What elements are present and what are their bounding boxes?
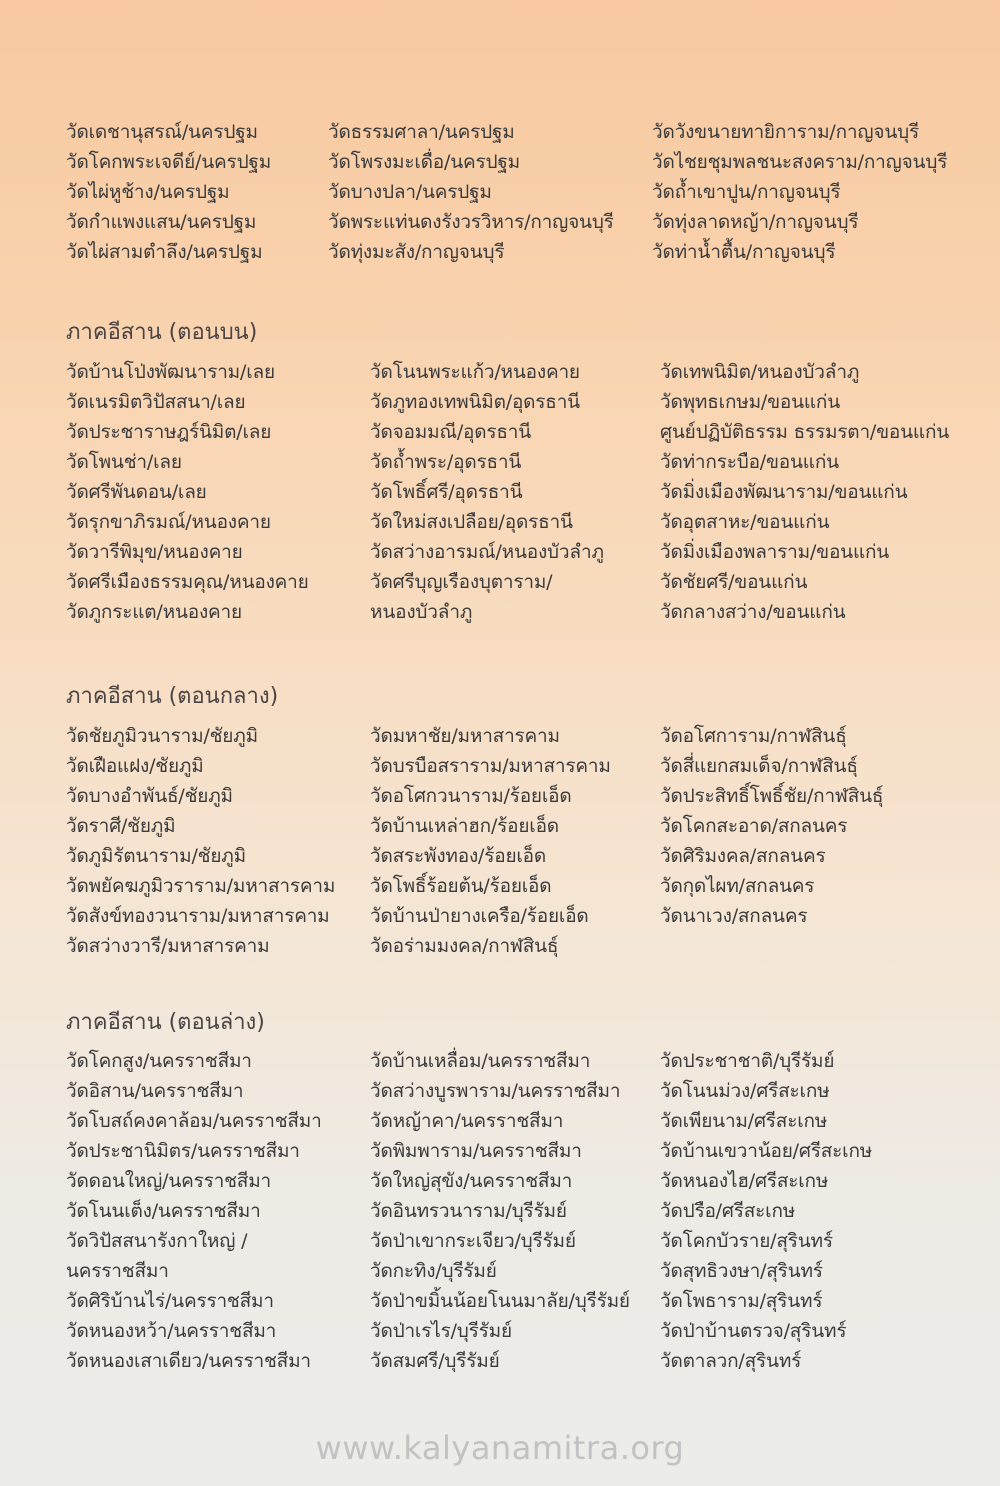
temple-entry: วัดราศี/ชัยภูมิ bbox=[66, 815, 176, 837]
temple-row bbox=[0, 387, 1000, 417]
temple-row bbox=[0, 1286, 1000, 1316]
temple-entry: วัดมิ่งเมืองพัฒนาราม/ขอนแก่น bbox=[660, 481, 908, 503]
temple-entry: วัดถ้ำพระ/อุดรธานี bbox=[370, 451, 522, 473]
temple-entry: วัดรุกขาภิรมณ์/หนองคาย bbox=[66, 511, 271, 533]
temple-row bbox=[0, 1256, 1000, 1286]
temple-entry: วัดเดชานุสรณ์/นครปฐม bbox=[66, 121, 258, 143]
temple-entry: วัดสว่างบูรพาราม/นครราชสีมา bbox=[370, 1080, 621, 1102]
temple-entry: วัดโพธิ์ศรี/อุดรธานี bbox=[370, 481, 523, 503]
temple-entry: วัดสุทธิวงษา/สุรินทร์ bbox=[660, 1260, 823, 1282]
temple-entry: วัดชัยภูมิวนาราม/ชัยภูมิ bbox=[66, 725, 258, 747]
temple-entry: วัดไผ่หูช้าง/นครปฐม bbox=[66, 181, 230, 203]
temple-entry: วัดโคกสะอาด/สกลนคร bbox=[660, 815, 848, 837]
isan-lower-temples-list bbox=[0, 1046, 1000, 1376]
temple-entry: วัดอิสาน/นครราชสีมา bbox=[66, 1080, 244, 1102]
temple-entry: นครราชสีมา bbox=[66, 1260, 169, 1282]
temple-entry: วัดภูมิรัตนาราม/ชัยภูมิ bbox=[66, 845, 246, 867]
temple-entry: วัดบรบือสราราม/มหาสารคาม bbox=[370, 755, 611, 777]
temple-entry: วัดศรีบุญเรืองบุตาราม/ bbox=[370, 571, 553, 593]
temple-entry: วัดจอมมณี/อุดรธานี bbox=[370, 421, 532, 443]
temple-row bbox=[0, 901, 1000, 931]
temple-entry: วัดดอนใหญ่/นครราชสีมา bbox=[66, 1170, 272, 1192]
temple-entry: วัดถ้ำเขาปูน/กาญจนบุรี bbox=[652, 181, 841, 203]
website-url: www.kalyanamitra.org bbox=[315, 1429, 685, 1467]
temple-entry: วัดสว่างอารมณ์/หนองบัวลำภู bbox=[370, 541, 604, 563]
rows bbox=[0, 117, 1000, 267]
temple-entry: วัดบางปลา/นครปฐม bbox=[328, 181, 492, 203]
temple-row bbox=[0, 507, 1000, 537]
temple-row bbox=[0, 1166, 1000, 1196]
temple-entry: วัดสระพังทอง/ร้อยเอ็ด bbox=[370, 845, 547, 867]
temple-row bbox=[0, 1346, 1000, 1376]
temple-entry: วัดโพรงมะเดื่อ/นครปฐม bbox=[328, 151, 520, 173]
temple-entry: วัดหนองเสาเดียว/นครราชสีมา bbox=[66, 1350, 311, 1372]
temple-entry: วัดภูทองเทพนิมิต/อุดรธานี bbox=[370, 391, 580, 413]
temple-entry: วัดตาลวก/สุรินทร์ bbox=[660, 1350, 802, 1372]
temple-entry: หนองบัวลำภู bbox=[370, 601, 473, 623]
temple-entry: วัดเฝือแฝง/ชัยภูมิ bbox=[66, 755, 204, 777]
temple-entry: วัดโนนพระแก้ว/หนองคาย bbox=[370, 361, 580, 383]
temple-entry: วัดป่าเขากระเจียว/บุรีรัมย์ bbox=[370, 1230, 576, 1252]
temple-entry: วัดอินทรวนาราม/บุรีรัมย์ bbox=[370, 1200, 567, 1222]
temple-entry: วัดสังข์ทองวนาราม/มหาสารคาม bbox=[66, 905, 330, 927]
temple-entry: วัดศิริมงคล/สกลนคร bbox=[660, 845, 826, 867]
temple-entry: วัดภูกระแต/หนองคาย bbox=[66, 601, 242, 623]
temple-entry: วัดพุทธเกษม/ขอนแก่น bbox=[660, 391, 841, 413]
isan-middle-temples-list bbox=[0, 721, 1000, 961]
temple-entry: วัดเนรมิตวิปัสสนา/เลย bbox=[66, 391, 246, 413]
temple-entry: วัดบ้านโป่งพัฒนาราม/เลย bbox=[66, 361, 275, 383]
temple-entry: วัดวังขนายทายิการาม/กาญจนบุรี bbox=[652, 121, 919, 143]
temple-row bbox=[0, 537, 1000, 567]
temple-entry: วัดโคกพระเจดีย์/นครปฐม bbox=[66, 151, 272, 173]
temple-row bbox=[0, 567, 1000, 597]
temple-entry: วัดกุดไผท/สกลนคร bbox=[660, 875, 815, 897]
temple-entry: วัดพระแท่นดงรังวรวิหาร/กาญจนบุรี bbox=[328, 211, 614, 233]
temple-entry: วัดเพียนาม/ศรีสะเกษ bbox=[660, 1110, 828, 1132]
temple-row bbox=[0, 147, 1000, 177]
rows bbox=[0, 721, 1000, 961]
temple-row bbox=[0, 117, 1000, 147]
temple-entry: วัดประชานิมิตร/นครราชสีมา bbox=[66, 1140, 300, 1162]
temple-entry: วัดท่าน้ำตื้น/กาญจนบุรี bbox=[652, 241, 836, 263]
temple-entry: ศูนย์ปฏิบัติธรรม ธรรมรตา/ขอนแก่น bbox=[660, 421, 950, 443]
temple-entry: วัดอโศการาม/กาฬสินธุ์ bbox=[660, 725, 847, 747]
temple-row bbox=[0, 1046, 1000, 1076]
temple-entry: วัดพิมพาราม/นครราชสีมา bbox=[370, 1140, 582, 1162]
temple-entry: วัดกำแพงแสน/นครปฐม bbox=[66, 211, 257, 233]
temple-entry: วัดประสิทธิ์โพธิ์ชัย/กาฬสินธุ์ bbox=[660, 785, 884, 807]
temple-entry: วัดนาเวง/สกลนคร bbox=[660, 905, 808, 927]
temple-entry: วัดบ้านเขวาน้อย/ศรีสะเกษ bbox=[660, 1140, 873, 1162]
temple-row bbox=[0, 477, 1000, 507]
temple-entry: วัดหนองไฮ/ศรีสะเกษ bbox=[660, 1170, 829, 1192]
temple-row bbox=[0, 597, 1000, 627]
isan-upper-temples-list bbox=[0, 357, 1000, 627]
temple-entry: วัดประชาราษฎร์นิมิต/เลย bbox=[66, 421, 272, 443]
temple-entry: วัดป่าเรไร/บุรีรัมย์ bbox=[370, 1320, 512, 1342]
temple-row bbox=[0, 177, 1000, 207]
temple-row bbox=[0, 1196, 1000, 1226]
temple-entry: วัดกลางสว่าง/ขอนแก่น bbox=[660, 601, 846, 623]
temple-entry: วัดวารีพิมุข/หนองคาย bbox=[66, 541, 243, 563]
temple-entry: วัดชัยศรี/ขอนแก่น bbox=[660, 571, 808, 593]
temple-entry: วัดวิปัสสนารังกาใหญ่ / bbox=[66, 1230, 248, 1252]
temple-row bbox=[0, 1226, 1000, 1256]
temple-row bbox=[0, 357, 1000, 387]
temple-entry: วัดบางอำพันธ์/ชัยภูมิ bbox=[66, 785, 233, 807]
temple-row bbox=[0, 871, 1000, 901]
temple-entry: วัดโนนม่วง/ศรีสะเกษ bbox=[660, 1080, 830, 1102]
temple-entry: วัดอร่ามมงคล/กาฬสินธุ์ bbox=[370, 935, 559, 957]
temple-entry: วัดป่าบ้านตรวจ/สุรินทร์ bbox=[660, 1320, 847, 1342]
temple-entry: วัดโพธิ์ร้อยต้น/ร้อยเอ็ด bbox=[370, 875, 552, 897]
temple-row bbox=[0, 811, 1000, 841]
temple-row bbox=[0, 417, 1000, 447]
temple-row bbox=[0, 721, 1000, 751]
temple-entry: วัดโคกบัวราย/สุรินทร์ bbox=[660, 1230, 833, 1252]
temple-entry: วัดมหาชัย/มหาสารคาม bbox=[370, 725, 560, 747]
temple-row bbox=[0, 841, 1000, 871]
temple-entry: วัดโพธาราม/สุรินทร์ bbox=[660, 1290, 823, 1312]
temple-entry: วัดศรีพันดอน/เลย bbox=[66, 481, 207, 503]
temple-row bbox=[0, 1076, 1000, 1106]
temple-entry: วัดไชยชุมพลชนะสงคราม/กาญจนบุรี bbox=[652, 151, 948, 173]
temple-entry: วัดสี่แยกสมเด็จ/กาฬสินธุ์ bbox=[660, 755, 858, 777]
temple-entry: วัดอุตสาหะ/ขอนแก่น bbox=[660, 511, 830, 533]
temple-entry: วัดสว่างวารี/มหาสารคาม bbox=[66, 935, 270, 957]
temple-entry: วัดท่ากระบือ/ขอนแก่น bbox=[660, 451, 839, 473]
temple-entry: วัดโพนช่า/เลย bbox=[66, 451, 182, 473]
temple-entry: วัดใหญ่สุขัง/นครราชสีมา bbox=[370, 1170, 573, 1192]
temple-entry: วัดบ้านป่ายางเครือ/ร้อยเอ็ด bbox=[370, 905, 589, 927]
temple-row bbox=[0, 237, 1000, 267]
temple-row bbox=[0, 207, 1000, 237]
temple-entry: วัดหนองหว้า/นครราชสีมา bbox=[66, 1320, 277, 1342]
temple-entry: วัดปรือ/ศรีสะเกษ bbox=[660, 1200, 796, 1222]
temple-entry: วัดมิ่งเมืองพลาราม/ขอนแก่น bbox=[660, 541, 890, 563]
rows bbox=[0, 357, 1000, 627]
temple-entry: วัดเทพนิมิต/หนองบัวลำภู bbox=[660, 361, 860, 383]
temple-entry: วัดทุ่งมะสัง/กาญจนบุรี bbox=[328, 241, 505, 263]
temple-entry: วัดอโศกวนาราม/ร้อยเอ็ด bbox=[370, 785, 572, 807]
central-temples-list bbox=[0, 117, 1000, 267]
temple-entry: วัดพยัคฆภูมิวราราม/มหาสารคาม bbox=[66, 875, 336, 897]
temple-entry: วัดประชาชาติ/บุรีรัมย์ bbox=[660, 1050, 835, 1072]
temple-row bbox=[0, 1106, 1000, 1136]
temple-entry: วัดป่าขมิ้นน้อยโนนมาลัย/บุรีรัมย์ bbox=[370, 1290, 630, 1312]
temple-entry: วัดบ้านเหล่าฮก/ร้อยเอ็ด bbox=[370, 815, 559, 837]
temple-entry: วัดไผ่สามตำลึง/นครปฐม bbox=[66, 241, 263, 263]
temple-entry: วัดกะทิง/บุรีรัมย์ bbox=[370, 1260, 497, 1282]
temple-entry: วัดโบสถ์คงคาล้อม/นครราชสีมา bbox=[66, 1110, 322, 1132]
temple-entry: วัดใหม่สงเปลือย/อุดรธานี bbox=[370, 511, 573, 533]
section-heading-isan-lower: ภาคอีสาน (ตอนล่าง) bbox=[66, 1010, 265, 1035]
section-heading-isan-middle: ภาคอีสาน (ตอนกลาง) bbox=[66, 684, 279, 709]
temple-entry: วัดสมศรี/บุรีรัมย์ bbox=[370, 1350, 500, 1372]
temple-entry: วัดศรีเมืองธรรมคุณ/หนองคาย bbox=[66, 571, 309, 593]
temple-entry: วัดศิริบ้านไร่/นครราชสีมา bbox=[66, 1290, 274, 1312]
temple-entry: วัดธรรมศาลา/นครปฐม bbox=[328, 121, 515, 143]
temple-row bbox=[0, 781, 1000, 811]
temple-entry: วัดทุ่งลาดหญ้า/กาญจนบุรี bbox=[652, 211, 859, 233]
temple-entry: วัดบ้านเหลื่อม/นครราชสีมา bbox=[370, 1050, 591, 1072]
temple-row bbox=[0, 1136, 1000, 1166]
rows bbox=[0, 1046, 1000, 1376]
temple-row bbox=[0, 1316, 1000, 1346]
temple-entry: วัดหญ้าคา/นครราชสีมา bbox=[370, 1110, 564, 1132]
temple-row bbox=[0, 751, 1000, 781]
temple-entry: วัดโนนเต็ง/นครราชสีมา bbox=[66, 1200, 261, 1222]
temple-row bbox=[0, 447, 1000, 477]
temple-row bbox=[0, 931, 1000, 961]
section-heading-isan-upper: ภาคอีสาน (ตอนบน) bbox=[66, 320, 258, 345]
temple-entry: วัดโคกสูง/นครราชสีมา bbox=[66, 1050, 252, 1072]
